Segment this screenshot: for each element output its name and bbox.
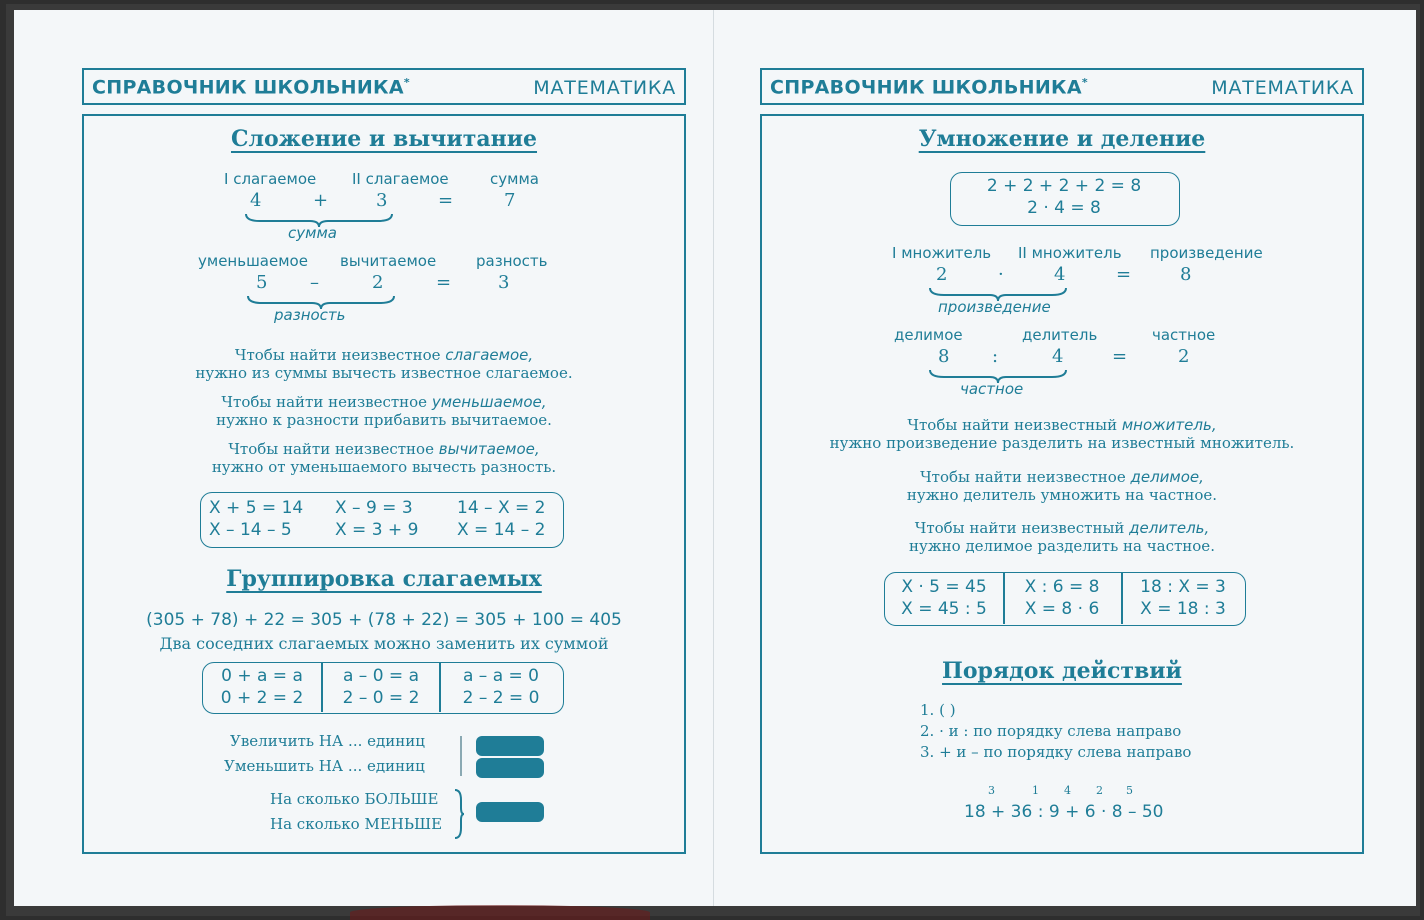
header-subject: МАТЕМАТИКА: [1211, 77, 1354, 99]
zero-cell-2: а – 0 = а 2 – 0 = 2: [342, 666, 420, 708]
eq-2: Х : 6 = 8 Х = 8 · 6: [1024, 577, 1100, 619]
grouping-equation: (305 + 78) + 22 = 305 + (78 + 22) = 305 + 100 = 405: [146, 610, 622, 630]
add-num-a: 4: [250, 190, 262, 211]
label-minuend: уменьшаемое: [198, 252, 308, 270]
rule-minuend: Чтобы найти неизвестное уменьшаемое, нужно к разности прибавить вычитаемое.: [216, 393, 552, 429]
label-subtrahend: вычитаемое: [340, 252, 437, 270]
mul-num-a: 2: [936, 264, 948, 285]
right-page: [714, 10, 1416, 906]
eq-1: Х + 5 = 14 Х – 14 – 5: [209, 498, 304, 540]
answer-bar-decrease: [476, 758, 544, 778]
order-mark-2: 1: [1032, 784, 1039, 797]
div-result: 2: [1178, 346, 1190, 367]
increase-text: Увеличить НА ... единиц: [230, 732, 425, 750]
mul-brace-label: произведение: [938, 298, 1051, 316]
decrease-text: Уменьшить НА ... единиц: [224, 757, 425, 775]
right-header: [760, 68, 1364, 105]
eq-3: 14 – Х = 2 Х = 14 – 2: [457, 498, 546, 540]
div-num-a: 8: [938, 346, 950, 367]
header-star: *: [403, 76, 410, 89]
left-frame: [82, 114, 686, 854]
answer-bar-increase: [476, 736, 544, 756]
mul-num-b: 4: [1054, 264, 1066, 285]
label-divisor: делитель: [1022, 326, 1098, 344]
sub-result: 3: [498, 272, 510, 293]
section-title-multiplication: Умножение и деление: [918, 126, 1206, 152]
how-much-less-text: На сколько МЕНЬШЕ: [270, 815, 443, 833]
order-mark-3: 4: [1064, 784, 1071, 797]
rule-divisor: Чтобы найти неизвестный делитель, нужно делимое разделить на частное.: [909, 519, 1215, 555]
mul-result: 8: [1180, 264, 1192, 285]
equation-box-add-sub: [200, 492, 564, 548]
sub-num-b: 2: [372, 272, 384, 293]
eq-1: Х · 5 = 45 Х = 45 : 5: [901, 577, 987, 619]
order-mark-1: 3: [988, 784, 995, 797]
right-brace-icon: [453, 788, 465, 844]
div-eq: =: [1112, 346, 1128, 367]
add-eq: =: [438, 190, 454, 211]
definition-lines: 2 + 2 + 2 + 2 = 8 2 · 4 = 8: [986, 176, 1142, 218]
div-op: :: [992, 346, 999, 367]
section-title-addition: Сложение и вычитание: [230, 126, 538, 152]
order-expression: 18 + 36 : 9 + 6 · 8 – 50: [964, 802, 1164, 822]
div-brace-label: частное: [960, 380, 1024, 398]
mul-op: ·: [998, 264, 1004, 285]
header-subject: МАТЕМАТИКА: [533, 77, 676, 99]
background-object: [350, 905, 650, 920]
sub-eq: =: [436, 272, 452, 293]
equation-box-mul-div: [884, 572, 1246, 626]
eq-3: 18 : Х = 3 Х = 18 : 3: [1140, 577, 1226, 619]
add-num-b: 3: [376, 190, 388, 211]
eq-2: Х – 9 = 3 Х = 3 + 9: [335, 498, 419, 540]
sub-num-a: 5: [256, 272, 268, 293]
sub-op: –: [310, 272, 319, 293]
add-result: 7: [504, 190, 516, 211]
label-difference: разность: [476, 252, 548, 270]
div-num-b: 4: [1052, 346, 1064, 367]
left-page: [14, 10, 714, 906]
rule-subtrahend: Чтобы найти неизвестное вычитаемое, нужно от уменьшаемого вычесть разность.: [211, 440, 557, 476]
mul-eq: =: [1116, 264, 1132, 285]
left-header: [82, 68, 686, 105]
answer-bar-compare: [476, 802, 544, 822]
label-addend-2: II слагаемое: [352, 170, 449, 188]
order-mark-5: 5: [1126, 784, 1133, 797]
multiplication-definition-box: [950, 172, 1180, 226]
zero-cell-3: а – а = 0 2 – 2 = 0: [462, 666, 540, 708]
how-much-more-text: На сколько БОЛЬШЕ: [270, 790, 439, 808]
header-title: СПРАВОЧНИК ШКОЛЬНИКА: [770, 76, 1082, 99]
label-factor-2: II множитель: [1018, 244, 1122, 262]
zero-cell-1: 0 + а = а 0 + 2 = 2: [220, 666, 304, 708]
label-dividend: делимое: [894, 326, 963, 344]
rule-addend: Чтобы найти неизвестное слагаемое, нужно из суммы вычесть известное слагаемое.: [195, 346, 573, 382]
rule-factor: Чтобы найти неизвестный множитель, нужно произведение разделить на известный множитель.: [829, 416, 1295, 452]
section-title-order: Порядок действий: [942, 658, 1182, 684]
grouping-text: Два соседних слагаемых можно заменить их суммой: [159, 634, 609, 653]
label-product: произведение: [1150, 244, 1263, 262]
header-star: *: [1081, 76, 1088, 89]
label-sum: сумма: [490, 170, 539, 188]
divider: [460, 736, 462, 776]
order-list: 1. ( ) 2. · и : по порядку слева направо 3. + и – по порядку слева направо: [920, 701, 1192, 761]
add-op: +: [313, 190, 329, 211]
order-mark-4: 2: [1096, 784, 1103, 797]
label-factor-1: I множитель: [892, 244, 992, 262]
zero-box: [202, 662, 564, 714]
section-title-grouping: Группировка слагаемых: [226, 566, 542, 592]
label-addend-1: I слагаемое: [224, 170, 317, 188]
rule-dividend: Чтобы найти неизвестное делимое, нужно делитель умножить на частное.: [906, 468, 1218, 504]
right-frame: [760, 114, 1364, 854]
header-title: СПРАВОЧНИК ШКОЛЬНИКА: [92, 76, 404, 99]
sub-brace-label: разность: [274, 306, 346, 324]
label-quotient: частное: [1152, 326, 1216, 344]
add-brace-label: сумма: [288, 224, 337, 242]
